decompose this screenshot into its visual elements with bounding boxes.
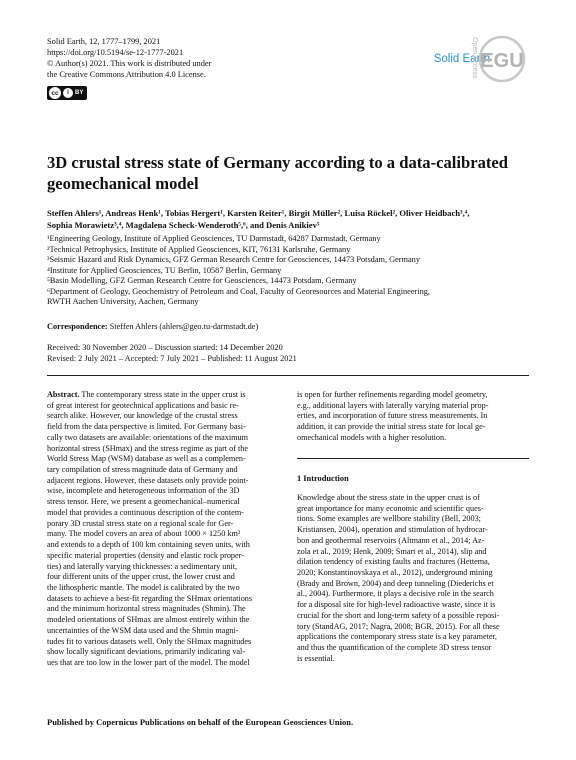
header-divider [47, 375, 529, 376]
cc-by-badge[interactable] [47, 86, 87, 100]
license-text: the Creative Commons Attribution 4.0 License. [47, 70, 206, 79]
person-icon: i [63, 88, 73, 98]
affiliation: ⁴Institute for Applied Geosciences, TU Berlin, 10587 Berlin, Germany [47, 265, 282, 275]
doi-link[interactable]: https://doi.org/10.5194/se-12-1777-2021 [47, 48, 184, 57]
abstract: Abstract. The contemporary stress state in the upper crust is of great interest for geotechnical applications and basic re- search alike. However, our knowledge of the crustal stress field from the data perspective is limited. For Germany basi- cally two datasets are available: orientations of the maximum horizontal stress (SHmax) and the stress regime as part of the World Stress Map (WSM) database as well as a complemen- tary compilation of stress magnitude data of Germany and adjacent regions. However, these datasets only provide point- wise, incomplete and heterogeneous information of the 3D stress tensor. Here, we present a geomechanical–numerical model that provides a continuous description of the contem- porary 3D crustal stress state on a regional scale for Ger- many. The model covers an area of about 1000 × 1250 km² and extends to a depth of 100 km containing seven units, with specific material properties (density and elastic rock proper- ties) and laterally varying thicknesses: a sedimentary unit, four different units of the upper crust, the lower crust and the lithospheric mantle. The model is calibrated by the two datasets to achieve a best-fit regarding the SHmax orientations and the minimum horizontal stress magnitudes (Shmin). The modeled orientations of SHmax are almost entirely within the uncertainties of the WSM data used and the Shmin magni- tudes fit to various datasets well. Only the SHmax magnitudes show locally significant deviations, primarily indicating val- ues that are too low in the lower part of the model. The model [47, 390, 253, 667]
publication-dates: Received: 30 November 2020 – Discussion started: 14 December 2020 Revised: 2 July 2021 – Accepted: 7 July 2021 – Published: 11 August 2021 [47, 343, 297, 363]
svg-text:EGU: EGU [480, 50, 524, 72]
copyright: © Author(s) 2021. This work is distributed under [47, 59, 212, 68]
citation: Solid Earth, 12, 1777–1799, 2021 [47, 37, 161, 46]
abstract-label: Abstract. [47, 390, 80, 399]
by-label: BY [75, 90, 84, 96]
affiliation: ²Technical Petrophysics, Institute of Applied Geosciences, KIT, 76131 Karlsruhe, Germany [47, 244, 351, 254]
affiliation: ⁶Department of Geology, Geochemistry of Petroleum and Coal, Faculty of Georesources and Material Engineering, [47, 286, 430, 296]
affiliation: ³Seismic Hazard and Risk Dynamics, GFZ German Research Centre for Geosciences, 14473 Potsdam, Germany [47, 255, 420, 264]
open-access-label [464, 37, 476, 83]
paper-title: 3D crustal stress state of Germany according to a data-calibrated geomechanical model [47, 153, 509, 193]
affiliation: ⁵Basin Modelling, GFZ German Research Centre for Geosciences, 14473 Potsdam, Germany [47, 276, 357, 285]
correspondence-email[interactable]: Steffen Ahlers (ahlers@geo.tu-darmstadt.de) [107, 322, 259, 331]
section-heading-introduction: 1 Introduction [297, 474, 349, 483]
author-list: Steffen Ahlers¹, Andreas Henk¹, Tobias Hergert¹, Karsten Reiter¹, Birgit Müller², Luisa Röckel², Oliver Heidbach³,⁴, Sophia Morawietz³,⁴, Magdalena Scheck-Wenderoth⁵,⁶, and Denis Anikiev⁵ [47, 208, 470, 230]
abstract-continued: is open for further refinements regarding model geometry, e.g., additional layers with laterally varying material prop- erties, and incorporation of future stress measurements. In addition, it can provide the initial stress state for local ge- omechanical models with a higher resolution. [297, 390, 489, 442]
publisher-footer: Published by Copernicus Publications on behalf of the European Geosciences Union. [47, 717, 354, 727]
affiliations [47, 234, 537, 308]
correspondence-label: Correspondence: [47, 322, 108, 331]
correspondence [47, 322, 258, 331]
journal-name: Solid Earth [433, 53, 490, 65]
cc-icon: cc [49, 87, 61, 99]
svg-text:Open Access: Open Access [471, 37, 478, 79]
affiliation: RWTH Aachen University, Aachen, Germany [47, 297, 199, 306]
introduction-text: Knowledge about the stress state in the upper crust is of great importance for many economic and scientific ques- tions. Some examples are wellbore stability (Bell, 2003; Kristiansen, 2004), operation and stimulation of hydrocar- bon and geothermal reservoirs (Altmann et al., 2014; Az- zola et al., 2019; Henk, 2009; Smart et al., 2014), slip and dilation tendency of existing faults and fractures (Hettema, 2020; Konstantinovskaya et al., 2012), underground mining (Brady and Brown, 2004) and deep tunneling (Diederichs et al., 2004). Furthermore, it plays a decisive role in the search for a disposal site for high-level radioactive waste, since it is crucial for the short and long-term safety of a possible reposi- tory (StandAG, 2017; Nagra, 2008; BGR, 2015). For all these applications the contemporary stress state is a key parameter, and thus the quantification of the complete 3D stress tensor is essential. [297, 493, 500, 663]
egu-logo [476, 34, 528, 84]
abstract-divider [297, 458, 529, 459]
affiliation: ¹Engineering Geology, Institute of Applied Geosciences, TU Darmstadt, 64287 Darmstadt, Germany [47, 234, 381, 243]
article-metadata [47, 36, 347, 80]
